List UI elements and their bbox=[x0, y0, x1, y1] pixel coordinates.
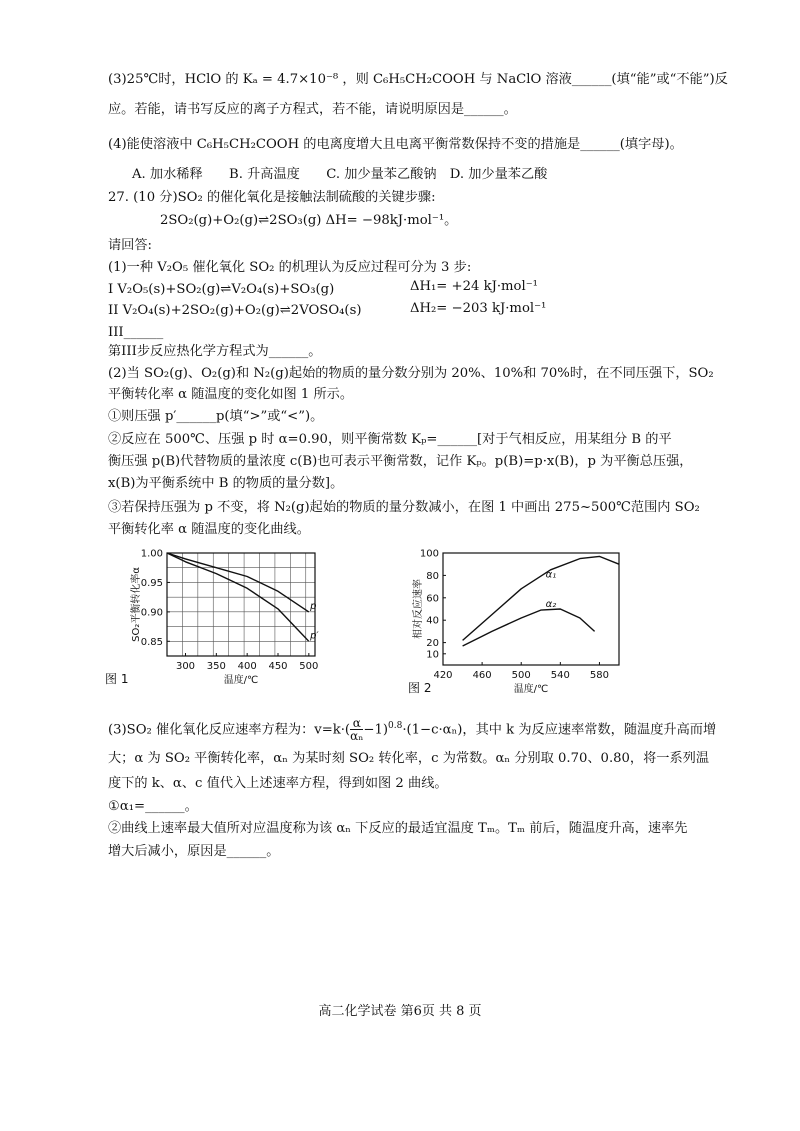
series-label: p bbox=[310, 600, 317, 612]
q27-2-sub-1: ①则压强 p′______p(填“>”或“<”)。 bbox=[108, 409, 324, 424]
y-tick-label: 60 bbox=[426, 593, 439, 605]
rate-eq-denominator: αₙ bbox=[350, 729, 364, 744]
q27-2-sub-3-line-2: 平衡转化率 α 随温度的变化曲线。 bbox=[108, 522, 310, 537]
q27-3-line-2: 大；α 为 SO₂ 平衡转化率，αₙ 为某时刻 SO₂ 转化率，c 为常数。αₙ 分别取 0.70、0.80，将一系列温 bbox=[108, 751, 710, 766]
q4-line: (4)能使溶液中 C₆H₅CH₂COOH 的电离度增大且电离平衡常数保持不变的措施是______(填字母)。 bbox=[108, 137, 683, 152]
figure-1-chart bbox=[105, 545, 335, 695]
q27-3-sub-1: ①α₁=______。 bbox=[108, 799, 198, 814]
step-3-line: III______ bbox=[108, 325, 164, 340]
y-tick-label: 20 bbox=[426, 638, 439, 650]
y-tick-label: 1.00 bbox=[140, 548, 163, 560]
q27-2-sub-2-line-3: x(B)为平衡系统中 B 的物质的量分数]。 bbox=[108, 476, 344, 491]
q27-equation: 2SO₂(g)+O₂(g)⇌2SO₃(g) ΔH= −98kJ·mol⁻¹。 bbox=[160, 213, 458, 228]
y-tick-label: 0.95 bbox=[140, 577, 163, 589]
x-axis-label: 温度/℃ bbox=[513, 684, 549, 695]
series-line-2 bbox=[463, 609, 595, 646]
q3-line-1: (3)25℃时，HClO 的 Kₐ = 4.7×10⁻⁸ ，则 C₆H₅CH₂COOH 与 NaClO 溶液______(填“能”或“不能”)反 bbox=[108, 72, 728, 87]
rate-eq-part-b: −1) bbox=[363, 722, 388, 738]
series-line-1 bbox=[463, 556, 619, 640]
x-tick-label: 350 bbox=[206, 661, 226, 672]
x-tick-label: 300 bbox=[175, 661, 196, 672]
x-tick-label: 540 bbox=[550, 670, 570, 681]
x-tick-label: 500 bbox=[299, 661, 319, 672]
step-2-equation: II V₂O₄(s)+2SO₂(g)+O₂(g)⇌2VOSO₄(s) bbox=[108, 303, 362, 318]
q3-line-2: 应。若能，请书写反应的离子方程式，若不能，请说明原因是______。 bbox=[108, 102, 517, 117]
figure-2-chart bbox=[408, 545, 638, 695]
x-axis-label: 温度/℃ bbox=[223, 675, 259, 686]
q27-title: 27. (10 分)SO₂ 的催化氧化是接触法制硫酸的关键步骤: bbox=[108, 190, 436, 205]
q27-2-sub-3-line-1: ③若保持压强为 p 不变，将 N₂(g)起始的物质的量分数减小，在图 1 中画出 275~500℃范围内 SO₂ bbox=[108, 500, 700, 515]
series-label: α₁ bbox=[545, 569, 557, 581]
x-tick-label: 450 bbox=[268, 661, 288, 672]
y-tick-label: 100 bbox=[419, 548, 439, 560]
step-1-enthalpy: ΔH₁= +24 kJ·mol⁻¹ bbox=[410, 279, 538, 294]
q27-2-line-2: 平衡转化率 α 随温度的变化如图 1 所示。 bbox=[108, 387, 354, 402]
y-tick-label: 0.85 bbox=[140, 636, 163, 648]
y-tick-label: 0.90 bbox=[140, 607, 163, 619]
step-3-prompt: 第III步反应热化学方程式为______。 bbox=[108, 344, 322, 359]
x-tick-label: 500 bbox=[511, 670, 531, 681]
step-1-equation: I V₂O₅(s)+SO₂(g)⇌V₂O₄(s)+SO₃(g) bbox=[108, 282, 335, 297]
x-tick-label: 420 bbox=[433, 670, 453, 681]
page-footer: 高二化学试卷 第6页 共 8 页 bbox=[318, 1004, 482, 1019]
q27-3-sub-2-line-1: ②曲线上速率最大值所对应温度称为该 αₙ 下反应的最适宜温度 Tₘ。Tₘ 前后，随温度升高，速率先 bbox=[108, 821, 688, 836]
rate-eq-exponent: 0.8 bbox=[387, 721, 403, 731]
y-axis-label: 相对反应速率 bbox=[413, 579, 424, 639]
figure-caption: 图 2 bbox=[408, 681, 432, 695]
q27-prompt: 请回答: bbox=[108, 238, 153, 253]
x-tick-label: 400 bbox=[237, 661, 257, 672]
step-2-enthalpy: ΔH₂= −203 kJ·mol⁻¹ bbox=[410, 301, 547, 316]
q4-options: A. 加水稀释 B. 升高温度 C. 加少量苯乙酸钠 D. 加少量苯乙酸 bbox=[132, 167, 548, 182]
q27-3-line-3: 度下的 k、α、c 值代入上述速率方程，得到如图 2 曲线。 bbox=[108, 776, 448, 791]
q27-2-line-1: (2)当 SO₂(g)、O₂(g)和 N₂(g)起始的物质的量分数分别为 20%、10%和 70%时，在不同压强下，SO₂ bbox=[108, 366, 714, 381]
series-label: α₂ bbox=[545, 598, 557, 610]
figure-caption: 图 1 bbox=[105, 672, 129, 686]
series-label: p′ bbox=[310, 630, 319, 642]
rate-eq-part-a: (3)SO₂ 催化氧化反应速率方程为：v=k·( bbox=[108, 722, 351, 738]
rate-equation-line bbox=[108, 717, 716, 742]
x-tick-label: 460 bbox=[472, 670, 492, 681]
rate-eq-numerator: α bbox=[350, 717, 363, 730]
x-tick-label: 580 bbox=[589, 670, 609, 681]
rate-eq-fraction bbox=[350, 717, 363, 742]
y-axis-label: SO₂平衡转化率α bbox=[131, 567, 142, 642]
q27-2-sub-2-line-2: 衡压强 p(B)代替物质的量浓度 c(B)也可表示平衡常数，记作 Kₚ。p(B)=p·x(B)，p 为平衡总压强， bbox=[108, 454, 693, 469]
plot-frame bbox=[443, 553, 619, 665]
plot-frame bbox=[167, 553, 315, 656]
y-tick-label: 10 bbox=[426, 649, 439, 661]
q27-3-sub-2-line-2: 增大后减小，原因是______。 bbox=[108, 844, 280, 859]
q27-2-sub-2-line-1: ②反应在 500℃、压强 p 时 α=0.90，则平衡常数 Kₚ=______[对于气相反应，用某组分 B 的平 bbox=[108, 432, 672, 447]
q27-1-intro: (1)一种 V₂O₅ 催化氧化 SO₂ 的机理认为反应过程可分为 3 步: bbox=[108, 260, 472, 275]
rate-eq-part-c: ·(1−c·αₙ)，其中 k 为反应速率常数，随温度升高而增 bbox=[402, 722, 717, 738]
y-tick-label: 80 bbox=[426, 570, 439, 582]
y-tick-label: 40 bbox=[426, 615, 439, 627]
